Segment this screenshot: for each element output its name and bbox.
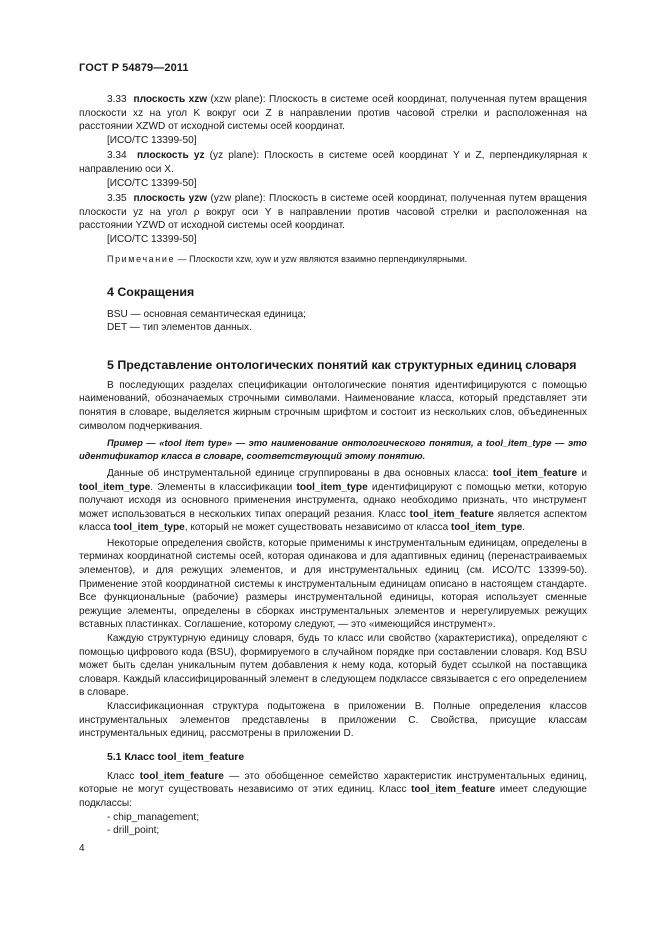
- paragraph: [79, 770, 587, 811]
- class-name: tool_item_feature: [139, 770, 224, 782]
- class-name: tool_item_feature: [409, 508, 494, 520]
- paragraph: Некоторые определения свойств, которые применимы к инструментальным единицам, определены в терминах координатной системы осей, которая одинакова и для адаптивных единиц (перенастраиваемых элементов), и для режущих элементов, и для инструментальных единиц (см. ИСО/ТС 13399-50). Применение этой координатной системы к инструментальным единицам описано в настоящем стандарте. Все функциональные (рабочие) размеры инструментальной единицы, которая использует сменные режущие элементы, определены в сборках инструментальных элементов и нерегулируемых режущих вставных пластинках. Соглашение, которому следуют, — это «имеющийся инструмент».: [79, 537, 587, 631]
- text-run: имеет следующие подклассы:: [79, 784, 587, 809]
- text-run: Данные об инструментальной единице сгруппированы в два основных класса:: [107, 467, 493, 479]
- note: [79, 253, 587, 265]
- paragraph: [79, 467, 587, 535]
- page-content: [79, 93, 587, 838]
- term-number: 3.33: [107, 94, 127, 105]
- term-number: 3.34: [107, 150, 127, 162]
- term-english: yzw plane: [213, 193, 260, 205]
- class-name: tool_item_feature: [411, 784, 496, 796]
- term-english: xzw plane: [213, 94, 260, 105]
- term-definition: : Плоскость в системе осей координат, полученная путем вращения плоскости xz на угол K вокруг оси Z в направлении против часовой стрелки и расположенная на расстоянии XZWD от исходной системы осей координат.: [79, 94, 588, 133]
- term-entry: 3.33 плоскость xzw (xzw plane): Плоскость в системе осей координат, полученная путем вращения плоскости xz на угол K вокруг оси Z в направлении против часовой стрелки и расположенная на расстоянии XZWD от исходной системы осей координат.: [79, 94, 588, 133]
- class-name: tool_item_feature: [492, 467, 578, 479]
- text-run: — это обобщенное семейство характеристик инструментальных единиц, которые не могут существовать независимо от этих единиц. Класс: [79, 770, 588, 796]
- section-4-title: 4 Сокращения: [107, 284, 195, 299]
- term-reference: [ИСО/ТС 13399-50]: [107, 233, 197, 245]
- text-run: идентифицируют с помощью метки, которую получают исходя из основного применения инструмента, однако необходимо признать, что инструмент может использоваться в нескольких типах операций резания. Класс: [79, 481, 587, 520]
- list-item: - drill_point;: [107, 825, 160, 837]
- term-reference: [ИСО/ТС 13399-50]: [107, 134, 197, 146]
- text-run: и: [577, 467, 587, 479]
- paragraph: Классификационная структура подытожена в приложении B. Полные определения классов инструментальных элементов представлены в приложении C. Свойства, присущие классам инструментальных единиц, рассмотрены в приложении D.: [79, 701, 587, 740]
- section-5-title: 5 Представление онтологических понятий как структурных единиц словаря: [107, 357, 577, 372]
- term-definition: : Плоскость в системе осей координат Y и Z, перпендикулярная к направлению оси X.: [79, 150, 587, 175]
- class-name: tool_item_type: [296, 481, 368, 493]
- term-entry: 3.35 плоскость yzw (yzw plane): Плоскость в системе осей координат, полученная путем вращения плоскости yz на угол ρ вокруг оси Y в направлении против часовой стрелки и расположенная на расстоянии YZWD от исходной системы осей координат.: [79, 193, 588, 232]
- note-label: Примечание: [107, 253, 176, 264]
- text-run: , который не может существовать независимо от класса: [184, 522, 452, 534]
- term-english: yz plane: [213, 150, 253, 162]
- example: Пример — «tool item type» — это наименование онтологического понятия, а tool_item_type — это идентификатор класса в словаре, соответствующий этому понятию.: [79, 438, 587, 461]
- term-name: плоскость yz: [136, 150, 205, 162]
- note-text: — Плоскости xzw, xyw и yzw являются взаимно перпендикулярными.: [175, 253, 468, 264]
- text-run: .: [522, 522, 526, 534]
- section-5-1-title: 5.1 Класс tool_item_feature: [107, 751, 245, 763]
- term-reference: [ИСО/ТС 13399-50]: [107, 177, 197, 189]
- paragraph: Каждую структурную единицу словаря, будь то класс или свойство (характеристика), определяют с помощью цифрового кода (BSU), формируемого в случайном порядке при составлении словаря. Код BSU может быть сделан уникальным путем добавления к нему кода, который будет ссылкой на поставщика словаря. Каждый классифицированный элемент в следующем подклассе связывается с его определением в словаре.: [79, 633, 587, 699]
- list-item: BSU — основная семантическая единица;: [107, 308, 306, 320]
- class-name: tool_item_type: [113, 522, 185, 534]
- list-item: - chip_management;: [107, 811, 200, 823]
- term-definition: : Плоскость в системе осей координат, полученная путем вращения плоскости yz на угол ρ вокруг оси Y в направлении против часовой стрелки и расположенная на расстоянии YZWD от исходной системы осей координат.: [79, 193, 588, 232]
- term-name: плоскость xzw: [133, 94, 208, 105]
- term-number: 3.35: [107, 193, 127, 205]
- text-run: Класс: [107, 770, 140, 782]
- text-run: . Элементы в классификации: [150, 481, 297, 493]
- term-name: плоскость yzw: [133, 193, 208, 205]
- list-item: DET — тип элементов данных.: [107, 322, 252, 334]
- page-number: 4: [79, 843, 85, 854]
- class-name: tool_item_type: [79, 481, 151, 493]
- text-run: является аспектом класса: [79, 508, 587, 534]
- class-name: tool_item_type: [451, 522, 523, 534]
- document-header: ГОСТ Р 54879—2011: [79, 62, 189, 74]
- term-entry: 3.34 плоскость yz (yz plane): Плоскость в системе осей координат Y и Z, перпендикулярная к направлению оси X.: [79, 150, 587, 175]
- paragraph: В последующих разделах спецификации онтологические понятия идентифицируются с помощью наименований, обозначаемых строчными символами. Наименование класса, который представляет эти понятия в словаре, выделяется жирным строчным шрифтом и состоит из нескольких слов, объединенных символом подчеркивания.: [79, 379, 587, 432]
